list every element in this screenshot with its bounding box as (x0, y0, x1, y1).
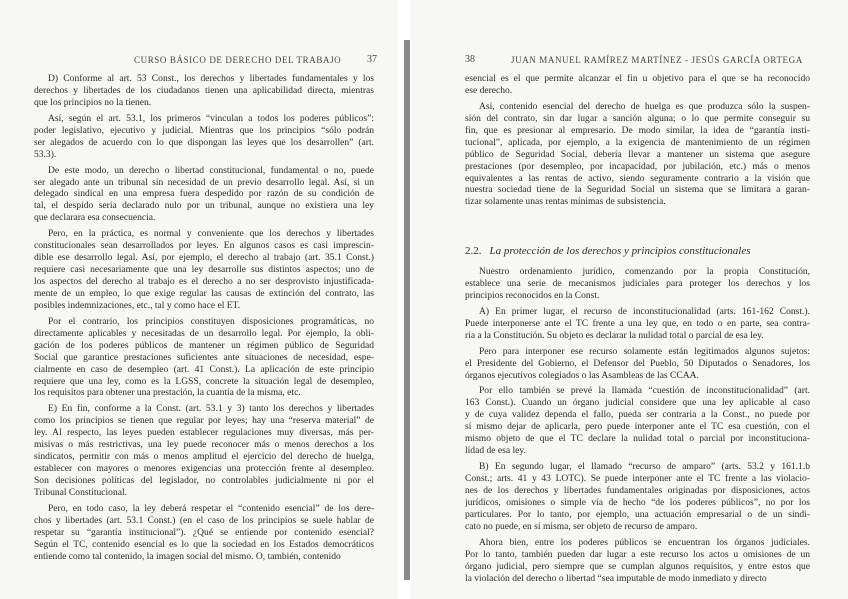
text-line: requiere casi necesariamente que una ley desarrolle sus distintos aspectos; uno de (34, 264, 374, 276)
text-line: gación de los poderes públicos de mantener un régimen público de Seguridad (34, 339, 374, 351)
section-title: La protección de los derechos y principios constitucionales (489, 245, 751, 257)
text-line: fin, que es presionar al empresario. De modo similar, la idea de “garantía insti- (465, 124, 810, 136)
text-line: Pero, en todo caso, la ley deberá respetar el “contenido esencial” de los dere- (48, 502, 374, 514)
gutter-shadow (404, 40, 410, 580)
text-line: particulares. Por lo tanto, por ejemplo, una actuación empresarial o de un sindi- (465, 508, 810, 520)
text-line: Pero para interponer ese recurso solamente están legitimados algunos sujetos: (479, 345, 810, 357)
text-line: principios reconocidos en la Const. (465, 289, 600, 301)
right-body-text-bottom (465, 266, 810, 584)
section-number: 2.2. (465, 245, 482, 257)
text-line: prestaciones (por desempleo, por incapacidad, por jubilación, etc.) más o menos (465, 160, 810, 172)
left-page-number: 37 (367, 54, 377, 65)
right-page (411, 0, 848, 599)
text-line: constitucionales sean desarrollados por leyes. En algunos casos es casi imprescin- (34, 240, 374, 252)
text-line: cato no puede, en sí misma, ser objeto de recurso de amparo. (465, 520, 698, 532)
text-line: Así, según el art. 53.1, los primeros “vinculan a todos los poderes públicos”: (48, 112, 374, 124)
text-line: derechos y libertades de los ciudadanos tienen una aplicabilidad directa, mientras (34, 84, 374, 96)
text-line: delegado sindical en una empresa fuera despedido por razón de su condición de (34, 188, 374, 200)
text-line: Así, contenido esencial del derecho de huelga es que produzca sólo la suspen- (479, 100, 810, 112)
text-line: Pero, en la práctica, es normal y conveniente que los derechos y libertades (48, 228, 374, 240)
text-line: que los principios no la tienen. (34, 96, 152, 108)
text-line: tucional”, aplicada, por ejemplo, a la exigencia de mantenimiento de un régimen (465, 136, 810, 148)
text-line: 163 Const.). Cuando un órgano judicial considere que una ley aplicable al caso (465, 397, 810, 409)
text-line: Puede interponerse ante el TC frente a una ley que, en todo o en parte, sea contra- (465, 317, 810, 329)
text-line: De este modo, un derecho o libertad constitucional, fundamental o no, puede (48, 164, 374, 176)
text-line: Por ello también se prevé la llamada “cuestión de inconstitucionalidad” (art. (479, 385, 810, 397)
text-line: sión del contrato, sin dar lugar a sanción alguna; o lo que permite conseguir su (465, 112, 810, 124)
text-line: los requisitos para obtener una prestación, la cuantía de la misma, etc. (34, 387, 301, 399)
text-line: ley. Al respecto, las leyes pueden establecer regulaciones muy diversas, más per- (34, 427, 374, 439)
text-line: Social que garantice prestaciones suficientes ante situaciones de necesidad, espe- (34, 351, 374, 363)
text-line: A) En primer lugar, el recurso de inconstitucionalidad (arts. 161-162 Const.). (479, 305, 810, 317)
text-line: órgano judicial, pero siempre que se cumplan algunos requisitos, y entre estos que (465, 560, 810, 572)
text-line: esencial es el que permite alcanzar el fin u objetivo para el que se ha reconocido (465, 73, 810, 84)
text-line: los aspectos del derecho al trabajo es el derecho a no ser desprovisto injustificada- (34, 276, 374, 287)
text-line: ria a la Constitución. Su objeto es declarar la nulidad total o parcial de esa ley. (465, 329, 764, 341)
text-line: directamente aplicables y necesitadas de un desarrollo legal. Por ejemplo, la obli- (34, 327, 374, 339)
text-line: tizar solamente unas rentas mínimas de subsistencia. (465, 196, 666, 208)
text-line: Según el TC, contenido esencial es lo que la sociedad en los Estados democráticos (34, 538, 374, 550)
text-line: mente de un empleo, lo que exige regular las causas de extinción del contrato, las (34, 287, 374, 299)
text-line: como los principios se tienen que regular por leyes; hay una “reserva material” de (34, 415, 374, 427)
text-line: posibles indemnizaciones, etc., tal y como hace el ET. (34, 299, 241, 311)
text-line: nes de los derechos y libertades fundamentales originadas por disposiciones, actos (465, 484, 810, 496)
right-body-text-top (465, 73, 810, 208)
text-line: establece una serie de mecanismos judiciales para proteger los derechos y los (465, 277, 810, 289)
text-line: mismo objeto de que el TC declare la nulidad total o parcial por inconstituciona- (465, 433, 810, 445)
text-line: lidad de esa ley. (465, 445, 526, 457)
text-line: público de Seguridad Social, debería llevar a mantener un sistema que asegure (465, 148, 810, 160)
right-running-header: JUAN MANUEL RAMÍREZ MARTÍNEZ - JESÚS GARCÍA ORTEGA (511, 55, 803, 65)
right-page-number: 38 (465, 54, 475, 65)
text-line: entiende como tal contenido, la imagen social del mismo. O, también, contenido (34, 550, 341, 562)
text-line: jurídicos, omisiones o simple vía de hecho “de los poderes públicos”, no por los (465, 496, 810, 508)
text-line: requiere que una ley, como es la LGSS, concrete la situación legal de desempleo, (34, 375, 374, 387)
text-line: que declarara esa consecuencia. (34, 212, 156, 224)
text-line: la violación del derecho o libertad “sea imputable de modo inmediato y directo (465, 572, 767, 584)
section-heading (465, 245, 751, 257)
text-line: Son decisiones políticas del legislador, no controlables judicialmente ni por el (34, 475, 374, 486)
text-line: misivas o más restrictivas, una ley puede reconocer más o menos derechos a los (34, 439, 374, 451)
text-line: respetar su “garantía institucional”). ¿Qué se entiende por contenido esencial? (34, 526, 374, 538)
text-line: 53.3). (34, 148, 57, 160)
text-line: órganos ejecutivos colegiados o las Asambleas de las CCAA. (465, 369, 699, 381)
text-line: y de cuya validez dependa el fallo, pueda ser contraria a la Const., no puede por (465, 409, 810, 421)
text-line: B) En segundo lugar, el llamado “recurso de amparo” (arts. 53.2 y 161.1.b (479, 461, 810, 473)
text-line: equivalentes a las rentas de activo, siendo seguramente contrario a la visión que (465, 172, 810, 184)
text-line: ser alegados de acuerdo con lo que dispongan las leyes que los desarrollen” (art. (34, 136, 374, 148)
text-line: ese derecho. (465, 84, 513, 96)
left-page (0, 0, 397, 599)
text-line: nuestra sociedad tiene de la Seguridad Social un sistema que se limitara a garan- (465, 184, 810, 196)
text-line: Nuestro ordenamiento jurídico, comenzando por la propia Constitución, (479, 266, 810, 277)
text-line: Tribunal Constitucional. (34, 486, 127, 498)
text-line: E) En fin, conforme a la Const. (art. 53.1 y 3) tanto los derechos y libertades (48, 403, 374, 415)
text-line: ser alegado ante un tribunal sin necesidad de un previo desarrollo legal. Así, si un (34, 176, 374, 188)
text-line: Const.; arts. 41 y 43 LOTC). Se puede interponer ante el TC frente a las violacio- (465, 473, 810, 484)
text-line: chos y libertades (art. 53.1 Const.) (en el caso de los principios se suele hablar de (34, 514, 374, 526)
text-line: D) Conforme al art. 53 Const., los derechos y libertades fundamentales y los (48, 73, 374, 84)
left-running-header: CURSO BÁSICO DE DERECHO DEL TRABAJO (134, 55, 342, 65)
left-body-text (34, 73, 374, 563)
text-line: dible ese desarrollo legal. Así, por ejemplo, el derecho al trabajo (art. 35.1 Const.) (34, 252, 374, 264)
text-line: Por lo tanto, también pueden dar lugar a este recurso los actos u omisiones de un (465, 548, 810, 560)
text-line: sí mismo dejar de aplicarla, pero puede interponer ante el TC esa cuestión, con el (465, 421, 810, 433)
text-line: establecer con mayores o menores exigencias una protección frente al desempleo. (34, 463, 374, 475)
text-line: cialmente en caso de desempleo (art. 41 Const.). La aplicación de este principio (34, 363, 374, 375)
text-line: Por el contrario, los principios constituyen disposiciones programáticas, no (48, 315, 374, 327)
text-line: Ahora bien, entre los poderes públicos se encuentran los órganos judiciales. (479, 536, 810, 548)
text-line: el Presidente del Gobierno, el Defensor del Pueblo, 50 Diputados o Senadores, los (465, 357, 810, 369)
text-line: poder legislativo, ejecutivo y judicial. Mientras que los principios “sólo podrán (34, 124, 374, 136)
text-line: tal, el despido sería declarado nulo por un tribunal, aunque no existiera una ley (34, 200, 374, 212)
text-line: sindicatos, permitir con más o menos amplitud el ejercicio del derecho de huelga, (34, 451, 374, 463)
